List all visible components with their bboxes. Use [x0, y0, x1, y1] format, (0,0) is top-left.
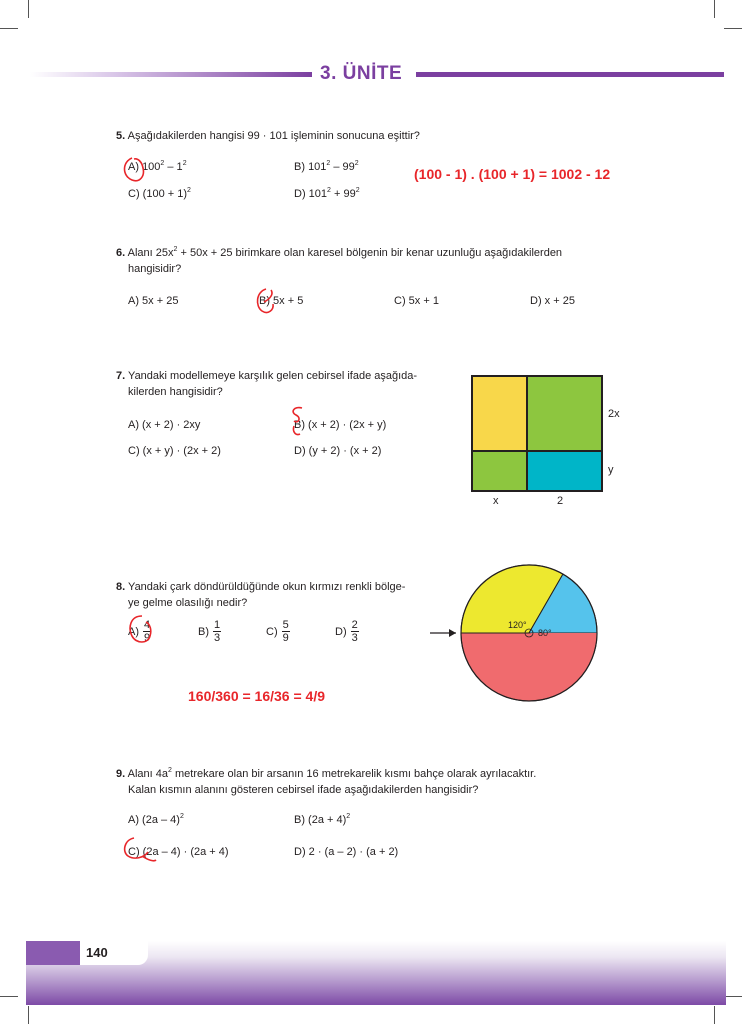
label-2: 2: [557, 495, 564, 507]
crop-mark: [28, 0, 29, 18]
q6-option-b[interactable]: B) 5x + 5: [259, 295, 304, 307]
area-model-cell-x-by-y: [471, 450, 528, 492]
q5-option-c[interactable]: C) $(100 + 1)^2$: [128, 187, 191, 200]
fraction: $\frac{5}{9}$: [282, 619, 289, 644]
q8-handwritten-note: 160/360 = 16/36 = 4/9: [188, 688, 326, 704]
question-number: 8.: [116, 581, 126, 593]
page-number: 140: [86, 945, 108, 960]
q9-option-c[interactable]: C) (2a – 4) · (2a + 4): [128, 846, 229, 858]
q5-option-a[interactable]: A) $100^2 - 1^2$: [128, 160, 187, 173]
q5-handwritten-note: (100 - 1) . (100 + 1) = 1002 - 12: [414, 166, 611, 182]
question-number: 5.: [116, 130, 126, 142]
q7-option-b[interactable]: B) (x + 2) · (2x + y): [294, 419, 387, 431]
fraction: $\frac{1}{3}$: [214, 619, 221, 644]
angle-label-80: 80°: [538, 628, 552, 638]
crop-mark: [28, 1006, 29, 1024]
q6-option-a[interactable]: A) 5x + 25: [128, 295, 179, 307]
crop-mark: [724, 28, 742, 29]
question-8: 8. Yandaki çark döndürüldüğünde okun kırmızı renkli bölge- ye gelme olasılığı nedir?: [116, 581, 406, 609]
crop-mark: [0, 996, 18, 997]
crop-mark: [724, 996, 742, 997]
q8-option-b[interactable]: B) $\frac{1}{3}$: [198, 619, 221, 644]
q8-option-a[interactable]: A) $\frac{4}{9}$: [128, 619, 151, 644]
label-2x: 2x: [608, 408, 620, 420]
crop-mark: [714, 1006, 715, 1024]
spinner-wheel: [428, 560, 608, 710]
q5-option-b[interactable]: B) $101^2 - 99^2$: [294, 160, 359, 173]
angle-label-120: 120°: [508, 620, 527, 630]
q5-option-d[interactable]: D) $101^2 + 99^2$: [294, 187, 360, 200]
fraction: $\frac{4}{9}$: [144, 619, 151, 644]
answer-circle-mark: [286, 404, 312, 440]
header-rule-left: [30, 72, 312, 77]
question-text: Aşağıdakilerden hangisi 99 · 101 işleminin sonucuna eşittir?: [127, 130, 420, 142]
question-5: [116, 128, 420, 144]
q8-option-d[interactable]: D) $\frac{2}{3}$: [335, 619, 358, 644]
q7-option-c[interactable]: C) (x + y) · (2x + 2): [128, 445, 221, 457]
q9-option-a[interactable]: A) (2a – 4)$^2$: [128, 813, 184, 826]
answer-circle-mark: [252, 284, 282, 318]
wheel-red-sector: [461, 633, 597, 701]
q6-option-d[interactable]: D) x + 25: [530, 295, 575, 307]
q9-option-b[interactable]: B) $(2a + 4)^2$: [294, 813, 351, 826]
crop-mark: [0, 28, 18, 29]
question-9: 9. Alanı $4a^2$ metrekare olan bir arsanın 16 metrekarelik kısmı bahçe olarak ayrılacaktır. Kalan kısmın alanını gösteren cebirsel ifade aşağıdakilerden hangisidir?: [116, 767, 537, 796]
question-number: 7.: [116, 370, 126, 382]
area-model-cell-x-by-2x: [471, 375, 528, 452]
area-model-cell-2-by-2x: [526, 375, 603, 452]
crop-mark: [714, 0, 715, 18]
header-rule-right: [416, 72, 724, 77]
q7-option-d[interactable]: D) (y + 2) · (x + 2): [294, 445, 382, 457]
area-model-cell-2-by-y: [526, 450, 603, 492]
label-y: y: [608, 464, 614, 476]
q8-option-c[interactable]: C) $\frac{5}{9}$: [266, 619, 289, 644]
question-number: 6.: [116, 247, 126, 259]
unit-title: 3. ÜNİTE: [320, 63, 403, 84]
q9-option-d[interactable]: D) 2 · (a – 2) · (a + 2): [294, 846, 399, 858]
answer-circle-mark: [118, 150, 158, 186]
page-tab: [26, 941, 80, 965]
q6-option-c[interactable]: C) 5x + 1: [394, 295, 439, 307]
q7-option-a[interactable]: A) (x + 2) · 2xy: [128, 419, 201, 431]
answer-circle-mark: [124, 612, 158, 648]
question-number: 9.: [116, 768, 126, 780]
answer-circle-mark: [118, 834, 166, 870]
label-x: x: [493, 495, 499, 507]
fraction: $\frac{2}{3}$: [351, 619, 358, 644]
question-7: 7. Yandaki modellemeye karşılık gelen cebirsel ifade aşağıda- kilerden hangisidir?: [116, 370, 418, 398]
question-6: 6. Alanı $25x^2 + 50x + 25$ birimkare olan karesel bölgenin bir kenar uzunluğu aşağıdakilerden hangisidir?: [116, 246, 563, 275]
